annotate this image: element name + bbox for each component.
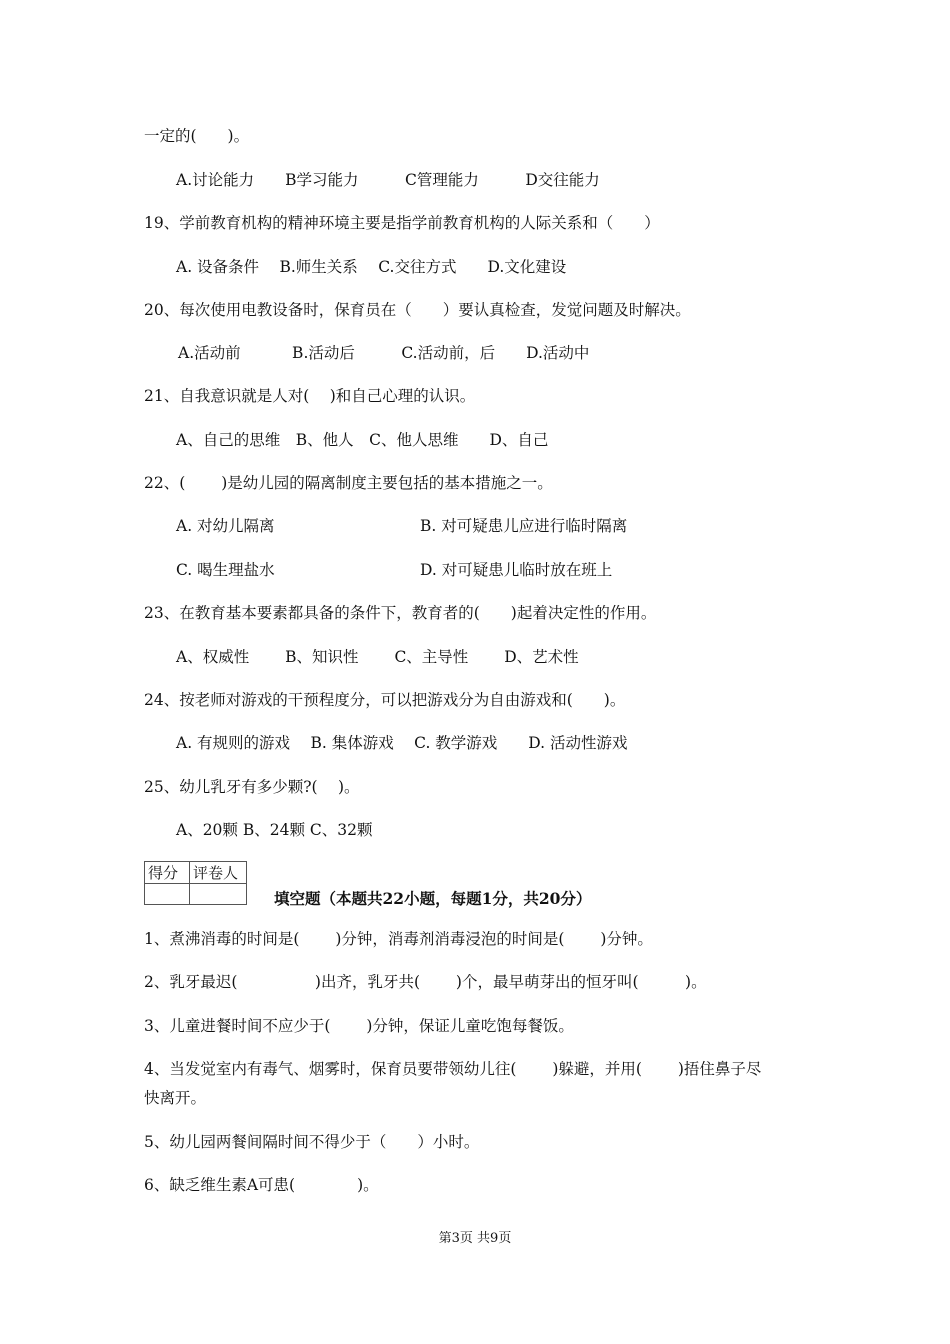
score-label: 得分 <box>145 862 190 884</box>
question-22-option-a: A. 对幼儿隔离 <box>176 517 275 535</box>
question-18-tail: 一定的( )。 <box>144 127 250 145</box>
question-22: 22、( )是幼儿园的隔离制度主要包括的基本措施之一。 <box>144 474 553 492</box>
question-18-options: A.讨论能力 B学习能力 C管理能力 D交往能力 <box>176 171 600 189</box>
fill-question-4-line-1: 4、当发觉室内有毒气、烟雾时，保育员要带领幼儿往( )躲避，并用( )捂住鼻子尽 <box>144 1060 762 1078</box>
question-24: 24、按老师对游戏的干预程度分，可以把游戏分为自由游戏和( )。 <box>144 691 626 709</box>
fill-question-6: 6、缺乏维生素A可患( )。 <box>144 1176 379 1194</box>
page-footer: 第3页 共9页 <box>438 1231 512 1246</box>
question-21-options: A、自己的思维 B、他人 C、他人思维 D、自己 <box>176 431 549 449</box>
fill-question-2: 2、乳牙最迟( )出齐，乳牙共( )个，最早萌芽出的恒牙叫( )。 <box>144 973 707 991</box>
fill-question-5: 5、幼儿园两餐间隔时间不得少于（ ）小时。 <box>144 1133 480 1151</box>
question-20-options: A.活动前 B.活动后 C.活动前，后 D.活动中 <box>178 344 590 362</box>
score-table <box>144 861 247 905</box>
question-22-option-d: D. 对可疑患儿临时放在班上 <box>420 561 613 579</box>
fill-question-4-line-2: 快离开。 <box>144 1089 207 1107</box>
question-24-options: A. 有规则的游戏 B. 集体游戏 C. 教学游戏 D. 活动性游戏 <box>176 734 628 752</box>
question-25-options: A、20颗 B、24颗 C、32颗 <box>176 821 373 839</box>
question-25: 25、幼儿乳牙有多少颗?( )。 <box>144 778 360 796</box>
question-21: 21、自我意识就是人对( )和自己心理的认识。 <box>144 387 476 405</box>
score-cell <box>145 884 190 905</box>
question-23: 23、在教育基本要素都具备的条件下，教育者的( )起着决定性的作用。 <box>144 604 657 622</box>
fill-question-3: 3、儿童进餐时间不应少于( )分钟，保证儿童吃饱每餐饭。 <box>144 1017 574 1035</box>
question-19-options: A. 设备条件 B.师生关系 C.交往方式 D.文化建设 <box>176 258 567 276</box>
grader-cell <box>190 884 247 905</box>
question-22-option-b: B. 对可疑患儿应进行临时隔离 <box>420 517 628 535</box>
question-19: 19、学前教育机构的精神环境主要是指学前教育机构的人际关系和（ ） <box>144 214 660 232</box>
question-20: 20、每次使用电教设备时，保育员在（ ）要认真检查，发觉问题及时解决。 <box>144 301 691 319</box>
fill-question-1: 1、煮沸消毒的时间是( )分钟，消毒剂消毒浸泡的时间是( )分钟。 <box>144 930 653 948</box>
grader-label: 评卷人 <box>190 862 247 884</box>
section-title: 填空题（本题共22小题，每题1分，共20分） <box>274 889 592 908</box>
question-23-options: A、权威性 B、知识性 C、主导性 D、艺术性 <box>176 648 579 666</box>
question-22-option-c: C. 喝生理盐水 <box>176 561 275 579</box>
